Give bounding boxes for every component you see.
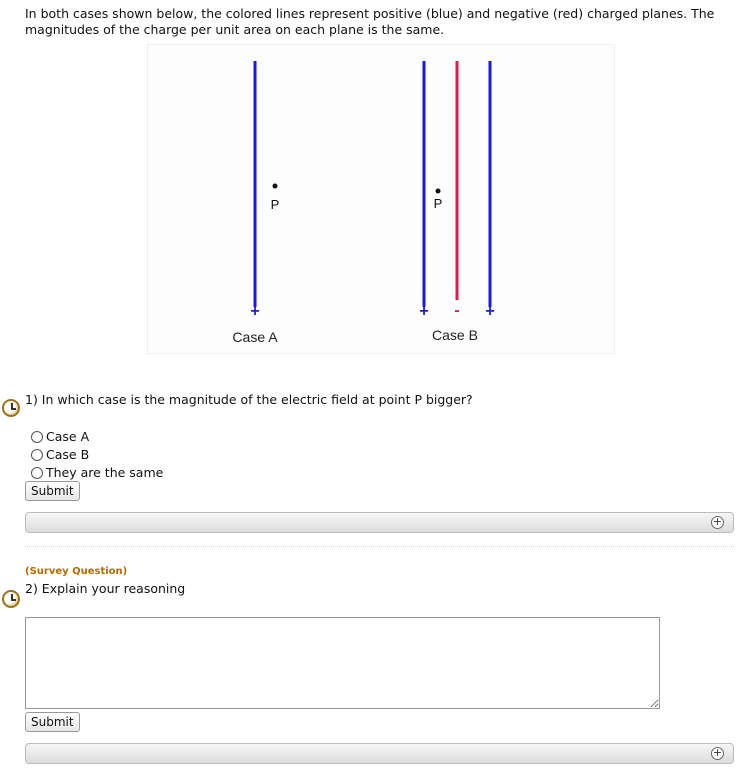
case-a-p-label: P <box>270 197 280 212</box>
expand-icon[interactable]: + <box>712 515 723 528</box>
case-a-label: Case A <box>232 329 278 345</box>
option-same[interactable] <box>31 465 163 480</box>
feedback-bar-q2[interactable] <box>25 743 734 764</box>
feedback-bar-q1[interactable] <box>25 512 734 533</box>
option-label: Case B <box>46 447 90 462</box>
case-a-plus-sign: + <box>250 303 260 320</box>
survey-label: (Survey Question) <box>25 566 128 577</box>
question-1-text: 1) In which case is the magnitude of the electric field at point P bigger? <box>25 392 473 407</box>
charged-planes-figure <box>147 44 615 354</box>
timer-icon <box>2 590 20 608</box>
figure-svg <box>148 45 614 353</box>
option-case-a[interactable] <box>31 429 89 444</box>
case-b-plus-sign-left: + <box>419 303 429 320</box>
case-b-point-p <box>436 189 441 194</box>
option-case-b[interactable] <box>31 447 89 462</box>
timer-icon <box>2 399 20 417</box>
case-b-plus-sign-right: + <box>485 303 495 320</box>
submit-button-q1[interactable]: Submit <box>25 481 80 501</box>
reasoning-textarea[interactable] <box>25 617 660 709</box>
radio-case-b[interactable] <box>31 449 43 461</box>
expand-icon[interactable]: + <box>712 746 723 759</box>
case-b-minus-sign: - <box>454 302 460 319</box>
case-b-label: Case B <box>432 327 478 343</box>
radio-case-a[interactable] <box>31 431 43 443</box>
case-a-point-p <box>273 184 278 189</box>
divider <box>25 546 734 547</box>
problem-intro: In both cases shown below, the colored lines represent positive (blue) and negative (red) charged planes. The magnitudes of the charge per unit area on each plane is the same. <box>25 6 715 37</box>
radio-same[interactable] <box>31 467 43 479</box>
submit-button-q2[interactable]: Submit <box>25 712 80 732</box>
option-label: They are the same <box>46 465 164 480</box>
case-b-p-label: P <box>433 196 443 211</box>
option-label: Case A <box>46 429 90 444</box>
question-2-text: 2) Explain your reasoning <box>25 581 186 596</box>
